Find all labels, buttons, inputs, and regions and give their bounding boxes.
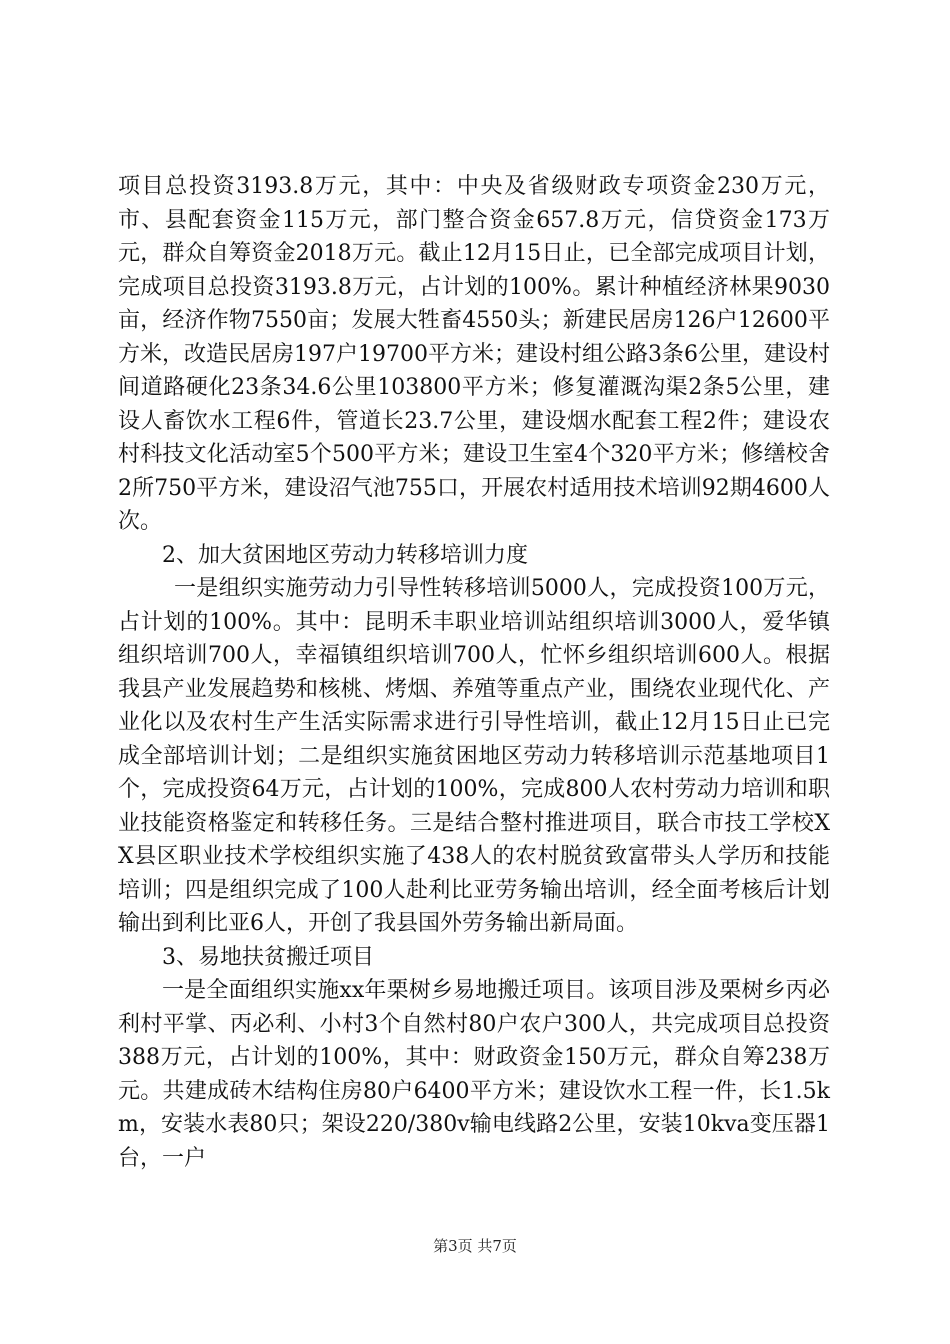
page-number-footer: 第3页 共7页 [433, 1237, 517, 1255]
paragraph-investment-summary: 项目总投资3193.8万元，其中：中央及省级财政专项资金230万元，市、县配套资金115万元，部门整合资金657.8万元，信贷资金173万元，群众自筹资金2018万元。截止12月15日止，已全部完成项目计划，完成项目总投资3193.8万元，占计划的100%。累计种植经济林果9030亩，经济作物7550亩；发展大牲畜4550头；新建民居房126户12600平方米，改造民居房197户19700平方米；建设村组公路3条6公里，建设村间道路硬化23条34.6公里103800平方米；修复灌溉沟渠2条5公里，建设人畜饮水工程6件，管道长23.7公里，建设烟水配套工程2件；建设农村科技文化活动室5个500平方米；建设卫生室4个320平方米；修缮校舍2所750平方米，建设沼气池755口，开展农村适用技术培训92期4600人次。 [118, 174, 830, 534]
section-heading-labor-training: 2、加大贫困地区劳动力转移培训力度 [162, 542, 528, 568]
document-body [118, 170, 830, 1175]
paragraph-labor-training: 一是组织实施劳动力引导性转移培训5000人，完成投资100万元，占计划的100%。其中：昆明禾丰职业培训站组织培训3000人，爱华镇组织培训700人，幸福镇组织培训700人，忙怀乡组织培训600人。根据我县产业发展趋势和核桃、烤烟、养殖等重点产业，围绕农业现代化、产业化以及农村生产生活实际需求进行引导性培训，截止12月15日止已完成全部培训计划；二是组织实施贫困地区劳动力转移培训示范基地项目1个，完成投资64万元，占计划的100%，完成800人农村劳动力培训和职业技能资格鉴定和转移任务。三是结合整村推进项目，联合市技工学校XX县区职业技术学校组织实施了438人的农村脱贫致富带头人学历和技能培训；四是组织完成了100人赴利比亚劳务输出培训，经全面考核后计划输出到利比亚6人，开创了我县国外劳务输出新局面。 [118, 576, 830, 936]
section-heading-relocation: 3、易地扶贫搬迁项目 [162, 944, 374, 970]
paragraph-relocation: 一是全面组织实施xx年栗树乡易地搬迁项目。该项目涉及栗树乡丙必利村平掌、丙必利、小村3个自然村80户农户300人，共完成项目总投资388万元，占计划的100%，其中：财政资金150万元，群众自筹238万元。共建成砖木结构住房80户6400平方米；建设饮水工程一件，长1.5km，安装水表80只；架设220/380v输电线路2公里，安装10kva变压器1台，一户 [118, 978, 830, 1171]
